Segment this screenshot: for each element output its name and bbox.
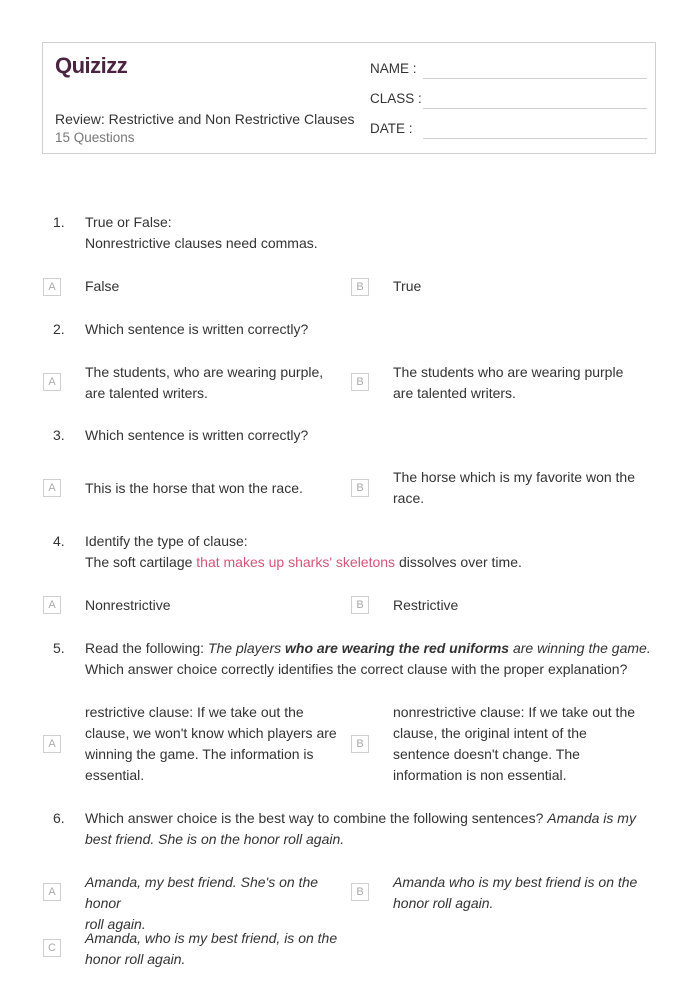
option-text[interactable]	[85, 928, 350, 970]
option-line: winning the game. The information is	[85, 746, 314, 762]
option-line: clause, we won't know which players are	[85, 725, 337, 741]
emphasized-clause: who are wearing the red uniforms	[285, 640, 510, 656]
option-text[interactable]	[393, 467, 658, 509]
option-line: The horse which is my favorite won the	[393, 469, 635, 485]
option-line: essential.	[85, 767, 145, 783]
option-text[interactable]	[393, 872, 658, 914]
question-text-part: Which answer choice is the best way to combine the following sentences?	[85, 810, 548, 826]
option-line: sentence doesn't change. The	[393, 746, 580, 762]
option-letter-box[interactable]: A	[43, 596, 61, 614]
question-text-part: dissolves over time.	[395, 554, 522, 570]
option-letter-box[interactable]: B	[351, 373, 369, 391]
option-line: information is non essential.	[393, 767, 567, 783]
option-letter-box[interactable]: B	[351, 596, 369, 614]
option-line: The students, who are wearing purple,	[85, 364, 324, 380]
name-label: NAME :	[370, 61, 417, 76]
question-text	[85, 638, 685, 680]
option-text[interactable]	[393, 702, 658, 786]
option-letter-box[interactable]: A	[43, 883, 61, 901]
question-line: Identify the type of clause:	[85, 533, 248, 549]
option-text[interactable]: True	[393, 278, 422, 294]
option-line: clause, the original intent of the	[393, 725, 587, 741]
option-letter-box[interactable]: A	[43, 735, 61, 753]
option-line: The students who are wearing purple	[393, 364, 624, 380]
option-letter-box[interactable]: B	[351, 735, 369, 753]
highlighted-clause: that makes up sharks' skeletons	[196, 554, 396, 570]
option-line: race.	[393, 490, 425, 506]
class-field[interactable]	[423, 108, 647, 109]
option-line: Amanda, my best friend. She's on the honor	[85, 874, 319, 911]
quoted-sentence: are winning the game.	[509, 640, 651, 656]
question-number: 2.	[53, 321, 65, 337]
question-count: 15 Questions	[55, 130, 135, 145]
option-letter-box[interactable]: A	[43, 278, 61, 296]
option-text[interactable]: Restrictive	[393, 597, 459, 613]
option-line: Amanda who is my best friend is on the	[393, 874, 638, 890]
option-text[interactable]	[85, 362, 350, 404]
question-line: best friend. She is on the honor roll again.	[85, 831, 345, 847]
option-line: restrictive clause: If we take out the	[85, 704, 304, 720]
option-text[interactable]	[85, 702, 350, 786]
option-letter-box[interactable]: B	[351, 883, 369, 901]
question-line	[85, 808, 685, 829]
option-text[interactable]: This is the horse that won the race.	[85, 480, 303, 496]
option-text[interactable]	[85, 872, 350, 935]
option-line: are talented writers.	[393, 385, 516, 401]
option-line: roll again.	[85, 916, 146, 932]
option-letter-box[interactable]: B	[351, 278, 369, 296]
date-label: DATE :	[370, 121, 413, 136]
question-number: 1.	[53, 214, 65, 230]
name-field[interactable]	[423, 78, 647, 79]
quizizz-logo: Quizizz	[55, 53, 128, 78]
question-text: Which sentence is written correctly?	[85, 321, 309, 337]
option-letter-box[interactable]: A	[43, 373, 61, 391]
question-text-part: Read the following:	[85, 640, 208, 656]
option-line: nonrestrictive clause: If we take out the	[393, 704, 636, 720]
question-line	[85, 552, 660, 573]
question-text: Which sentence is written correctly?	[85, 427, 309, 443]
option-line: are talented writers.	[85, 385, 208, 401]
question-number: 4.	[53, 533, 65, 549]
option-text[interactable]: Nonrestrictive	[85, 597, 171, 613]
option-line: honor roll again.	[85, 951, 186, 967]
option-text[interactable]: False	[85, 278, 120, 294]
question-line	[85, 638, 685, 659]
date-field[interactable]	[423, 138, 647, 139]
option-letter-box[interactable]: A	[43, 479, 61, 497]
question-line: Nonrestrictive clauses need commas.	[85, 235, 318, 251]
worksheet-title: Review: Restrictive and Non Restrictive Clauses	[55, 111, 355, 127]
option-letter-box[interactable]: B	[351, 479, 369, 497]
question-number: 6.	[53, 810, 65, 826]
worksheet-header	[42, 42, 656, 154]
question-text	[85, 212, 660, 254]
question-line: Which answer choice correctly identifies the correct clause with the proper explanation?	[85, 661, 628, 677]
question-number: 5.	[53, 640, 65, 656]
question-text-part: The soft cartilage	[85, 554, 197, 570]
option-line: honor roll again.	[393, 895, 494, 911]
question-number: 3.	[53, 427, 65, 443]
option-letter-box[interactable]: C	[43, 939, 61, 957]
quoted-sentence: Amanda is my	[547, 810, 636, 826]
class-label: CLASS :	[370, 91, 422, 106]
option-line: Amanda, who is my best friend, is on the	[85, 930, 338, 946]
question-line: True or False:	[85, 214, 172, 230]
question-text	[85, 808, 685, 850]
option-text[interactable]	[393, 362, 658, 404]
question-text	[85, 531, 660, 573]
quoted-sentence: The players	[207, 640, 286, 656]
